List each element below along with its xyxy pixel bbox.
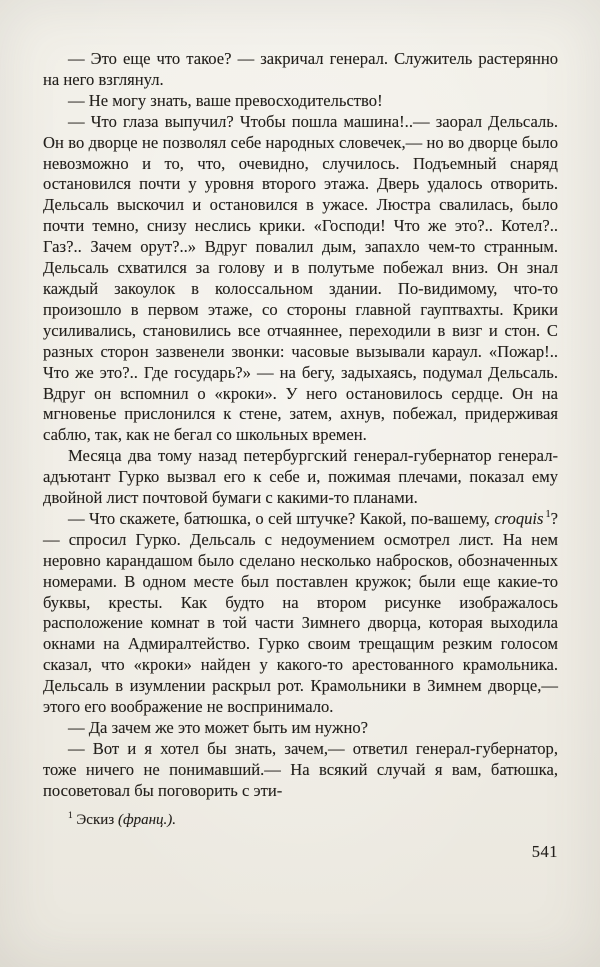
paragraph-dialogue-1: — Это еще что такое? — закричал генерал. Служитель растерянно на него взглянул.	[43, 49, 558, 89]
body-text	[43, 49, 558, 802]
paragraph-dialogue-3-before: — Что скажете, батюшка, о сей штучке? Какой, по-вашему,	[68, 508, 495, 528]
footnote-marker: 1	[68, 810, 73, 821]
paragraph-dialogue-3	[43, 509, 558, 718]
paragraph-dialogue-5: — Вот и я хотел бы знать, зачем,— ответил генерал-губернатор, тоже ничего не понимавший.— На всякий случай я вам, батюшка, посоветовал бы поговорить с эти-	[43, 738, 558, 800]
footnote	[43, 811, 558, 830]
foreign-term: croquis	[494, 508, 544, 528]
paragraph-narrative-1: — Что глаза выпучил? Чтобы пошла машина!..— заорал Дельсаль. Он во дворце не позволял себе народных словечек,— но во дворце было невозможно и то, что, очевидно, случилось. Подъемный снаряд остановился почти у уровня второго этажа. Дверь удалось отворить. Дельсаль выскочил и остановился в ужасе. Люстра свалилась, было почти темно, снизу неслись крики. «Господи! Что же это?.. Котел?.. Газ?.. Зачем орут?..» Вдруг повалил дым, запахло чем-то странным. Дельсаль схватился за голову и в полутьме побежал вниз. Он знал каждый закоулок в колоссальном здании. По-видимому, что-то произошло в первом этаже, со стороны главной гауптвахты. Крики усиливались, становились все отчаяннее, переходили в визг и стон. С разных сторон зазвенели звонки: часовые вызывали караул. «Пожар!.. Что же это?.. Где государь?» — на бегу, задыхаясь, подумал Дельсаль. Вдруг он вспомнил о «кроки». У него остановилось сердце. Он на мгновенье прислонился к стене, затем, ахнув, побежал, придерживая саблю, так, как не бегал со школьных времен.	[43, 111, 558, 445]
paragraph-dialogue-4: — Да зачем же это может быть им нужно?	[68, 718, 368, 737]
paragraph-narrative-2: Месяца два тому назад петербургский генерал-губернатор генерал-адъютант Гурко вызвал его к себе и, пожимая плечами, показал ему двойной лист почтовой бумаги с какими-то планами.	[43, 446, 558, 508]
paragraph-dialogue-3-after: ? — спросил Гурко. Дельсаль с недоумением осмотрел лист. На нем неровно карандашом было сделано несколько набросков, обозначенных номерами. В одном месте был поставлен кружок; были еще какие-то буквы, кресты. Как будто на втором рисунке изображалось расположение комнат в той части Зимнего дворца, которая выходила окнами на Адмиралтейство. Гурко своим трещащим резким голосом сказал, что «кроки» найден у какого-то арестованного крамольника. Дельсаль в изумлении раскрыл рот. Крамольники в Зимнем дворце,— этого его воображение не воспринимало.	[43, 508, 558, 717]
footnote-reference-mark: 1	[545, 509, 551, 521]
page-number: 541	[531, 841, 558, 861]
paragraph-dialogue-2: — Не могу знать, ваше превосходительство!	[68, 90, 383, 110]
footnote-language-note: (франц.).	[117, 811, 177, 828]
footnote-text: Эскиз	[76, 811, 115, 828]
